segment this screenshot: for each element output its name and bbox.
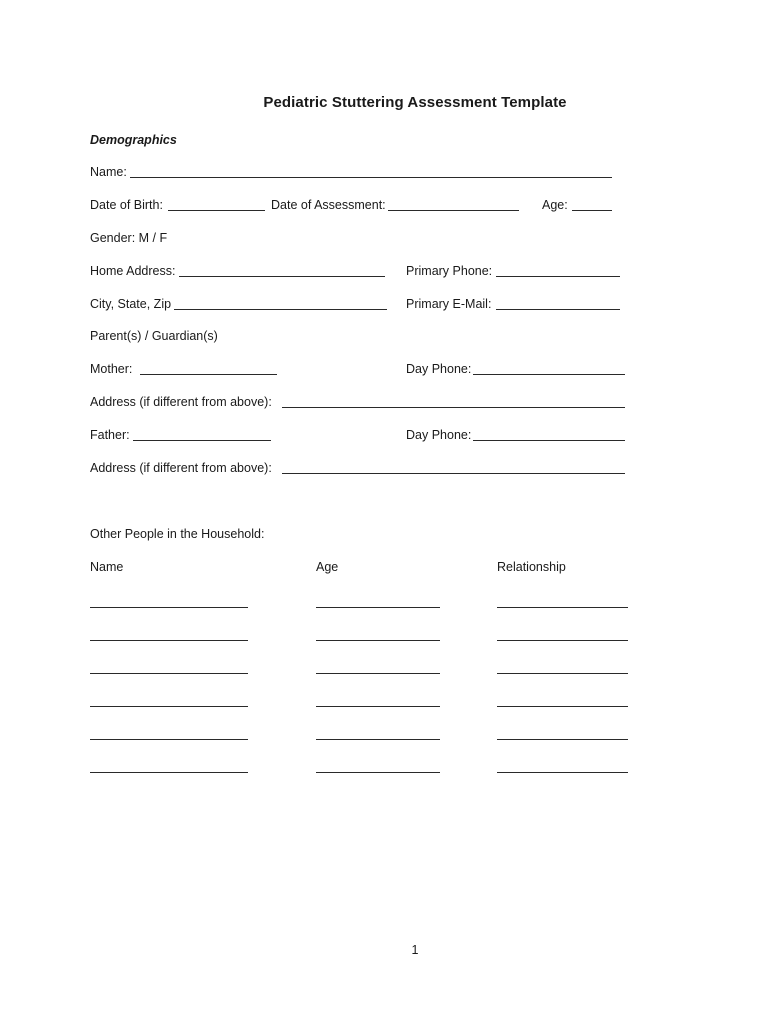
primary-email-label: Primary E-Mail: [406,297,492,311]
mother-address-label: Address (if different from above): [90,395,272,409]
father-day-phone-field[interactable] [473,440,625,441]
household-relationship-field[interactable] [497,706,628,707]
household-relationship-field[interactable] [497,607,628,608]
household-age-field[interactable] [316,640,440,641]
page-title: Pediatric Stuttering Assessment Template [263,94,567,111]
mother-address-field[interactable] [282,407,625,408]
column-header-age: Age [316,560,339,574]
city-state-zip-field[interactable] [174,309,387,310]
household-name-field[interactable] [90,772,248,773]
parents-guardians-label: Parent(s) / Guardian(s) [90,329,218,343]
household-relationship-field[interactable] [497,640,628,641]
other-people-label: Other People in the Household: [90,527,265,541]
doa-label: Date of Assessment: [271,198,386,212]
column-header-relationship: Relationship [497,560,566,574]
household-age-field[interactable] [316,706,440,707]
name-label: Name: [90,165,127,179]
household-age-field[interactable] [316,772,440,773]
mother-label: Mother: [90,362,133,376]
city-state-zip-label: City, State, Zip [90,297,172,311]
father-day-phone-label: Day Phone: [406,428,472,442]
household-relationship-field[interactable] [497,772,628,773]
age-label: Age: [542,198,568,212]
father-address-field[interactable] [282,473,625,474]
household-name-field[interactable] [90,706,248,707]
dob-label: Date of Birth: [90,198,163,212]
doa-field[interactable] [388,210,519,211]
mother-day-phone-field[interactable] [473,374,625,375]
dob-field[interactable] [168,210,265,211]
section-heading-demographics: Demographics [90,133,177,147]
primary-phone-label: Primary Phone: [406,264,493,278]
primary-email-field[interactable] [496,309,620,310]
household-age-field[interactable] [316,607,440,608]
primary-phone-field[interactable] [496,276,620,277]
father-address-label: Address (if different from above): [90,461,272,475]
household-age-field[interactable] [316,673,440,674]
household-relationship-field[interactable] [497,739,628,740]
column-header-name: Name [90,560,124,574]
household-name-field[interactable] [90,739,248,740]
home-address-field[interactable] [179,276,385,277]
home-address-label: Home Address: [90,264,176,278]
mother-field[interactable] [140,374,277,375]
page-number: 1 [411,943,419,957]
mother-day-phone-label: Day Phone: [406,362,472,376]
name-field[interactable] [130,177,612,178]
household-relationship-field[interactable] [497,673,628,674]
age-field[interactable] [572,210,612,211]
household-name-field[interactable] [90,640,248,641]
father-label: Father: [90,428,130,442]
gender-label[interactable]: Gender: M / F [90,231,168,245]
household-age-field[interactable] [316,739,440,740]
household-name-field[interactable] [90,673,248,674]
household-name-field[interactable] [90,607,248,608]
father-field[interactable] [133,440,271,441]
